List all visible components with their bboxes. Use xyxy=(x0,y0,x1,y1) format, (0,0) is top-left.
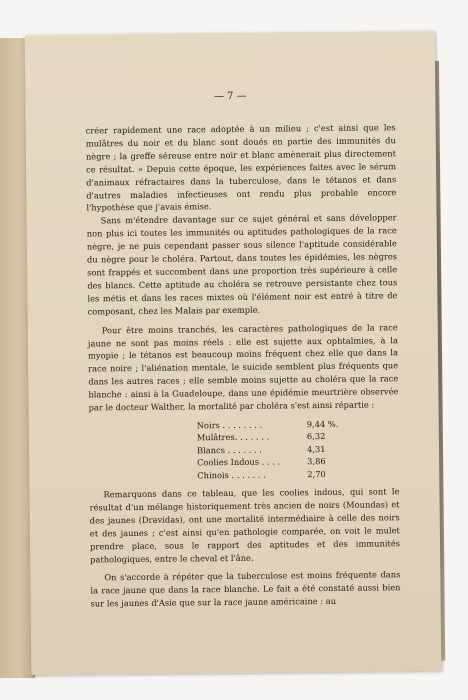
paragraph: Pour être moins tranchés, les caractères pathologiques de la race jaune ne sont pas moins réels : elle est sujette aux ophtalmies, à la myopie ; le tétanos est beaucoup moins fréquent chez elle que dans la race noire ; l'aliénation mentale, le suicide semblent plus fréquents que dans les autres races ; elle semble moins sujette au choléra que la race blanche : ainsi à la Guadeloupe, dans une épidémie meurtrière observée par le docteur Walther, la mortalité par choléra s'est ainsi répartie : xyxy=(87,321,399,413)
table-value: 4,31 xyxy=(306,443,326,454)
table-row xyxy=(197,467,399,482)
table-label: Mulâtres. . . . . . . xyxy=(196,431,270,443)
paragraph: créer rapidement une race adoptée à un milieu ; c'est ainsi que les mulâtres du noir et du blanc sont doués en partie des immunités du nègre ; la greffe séreuse entre noir et blanc amènerait plus directement ce résultat. » Depuis cette époque, les expériences faites avec le sérum d'animaux réfractaires dans la tuberculose, dans le tétanos et dans d'autres maladies infectieuses ont rendu plus probable encore l'hypothèse que j'avais émise. xyxy=(85,122,397,213)
table-label: Chinois . . . . . . . xyxy=(197,469,266,480)
body-text xyxy=(86,121,401,610)
table-value: 3,86 xyxy=(307,456,326,467)
table-value: 6,32 xyxy=(306,431,326,442)
table-label: Noirs . . . . . . . . xyxy=(196,419,263,431)
paragraph: Sans m'étendre davantage sur ce sujet général et sans développer non plus ici toutes les immunités ou aptitudes pathologiques de la race nègre, je ne puis cependant passer sous silence l'aptitude considérable du nègre pour le choléra. Partout, dans toutes les épidémies, les nègres sont frappés et succombent dans une proportion très supérieure à celle des blancs. Cette aptitude au choléra se retrouve persistante chez tous les métis et dans les races mixtes où l'élément noir est entré à titre de composant, chez les Malais par exemple. xyxy=(86,212,398,317)
table-value: 2,70 xyxy=(307,468,326,479)
table-label: Coolies Indous . . . . xyxy=(197,456,281,468)
paragraph: Remarquons dans ce tableau, que les coolies indous, qui sont le résultat d'un mélange historiquement très ancien de noirs (Moundas) et des jaunes (Dravidas), ont une mortalité intermédiaire à celle des noirs et des jaunes ; c'est ainsi qu'en pathologie comparée, on voit le mulet prendre place, sous le rapport des aptitudes et des immunités pathologiques, entre le cheval et l'âne. xyxy=(89,486,401,564)
page-number: — 7 — xyxy=(213,90,247,103)
paragraph: On s'accorde à répéter que la tuberculose est moins fréquente dans la race jaune que dans la race blanche. Le fait a été constaté aussi bien sur les jaunes d'Asie que sur la race jaune américaine : au xyxy=(90,569,401,609)
mortality-table xyxy=(89,417,400,482)
book-page xyxy=(25,31,442,675)
table-value: 9,44 %. xyxy=(306,418,339,430)
table-label: Blancs . . . . . . . xyxy=(196,444,262,456)
